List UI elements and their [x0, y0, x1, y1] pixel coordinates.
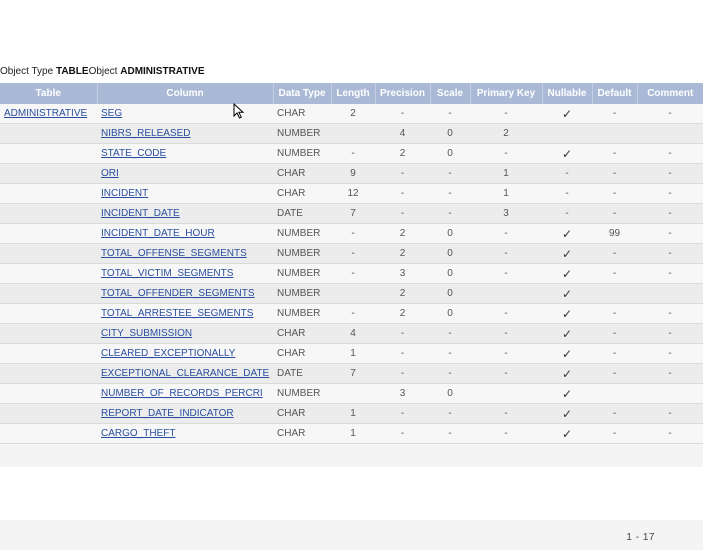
- cell-comment: -: [637, 364, 703, 384]
- cell-primary-key: 1: [470, 164, 542, 184]
- cell-precision: -: [375, 204, 430, 224]
- cell-default: -: [592, 244, 637, 264]
- cell-comment: [637, 124, 703, 144]
- cell-comment: -: [637, 324, 703, 344]
- cell-length: [331, 384, 375, 404]
- cell-comment: -: [637, 304, 703, 324]
- cell-column: [97, 304, 273, 324]
- table-name-link[interactable]: ADMINISTRATIVE: [4, 108, 88, 119]
- cell-nullable: -: [542, 164, 592, 184]
- checkmark-icon: ✓: [561, 286, 573, 301]
- cell-data-type: NUMBER: [273, 284, 331, 304]
- col-header-data-type[interactable]: Data Type: [273, 83, 331, 104]
- cell-table: [0, 164, 97, 184]
- cell-data-type: CHAR: [273, 324, 331, 344]
- cell-default: -: [592, 304, 637, 324]
- cell-column: [97, 264, 273, 284]
- checkmark-icon: ✓: [561, 226, 573, 241]
- cell-table: [0, 404, 97, 424]
- cell-length: [331, 284, 375, 304]
- column-name-link[interactable]: REPORT_DATE_INDICATOR: [101, 408, 234, 419]
- cell-scale: 0: [430, 264, 470, 284]
- cell-data-type: CHAR: [273, 344, 331, 364]
- cell-default: -: [592, 204, 637, 224]
- cell-comment: [637, 384, 703, 404]
- cell-data-type: CHAR: [273, 424, 331, 444]
- cell-nullable: [542, 404, 592, 424]
- cell-table: [0, 304, 97, 324]
- cell-table: [0, 324, 97, 344]
- cell-comment: -: [637, 404, 703, 424]
- cell-column: [97, 124, 273, 144]
- checkmark-icon: ✓: [561, 306, 573, 321]
- pagination-bar: [0, 520, 703, 550]
- cell-nullable: [542, 104, 592, 124]
- table-row: [0, 324, 703, 344]
- col-header-primary-key[interactable]: Primary Key: [470, 83, 542, 104]
- cell-nullable: -: [542, 204, 592, 224]
- cell-precision: 2: [375, 284, 430, 304]
- cell-default: -: [592, 264, 637, 284]
- cell-scale: -: [430, 344, 470, 364]
- cell-length: [331, 124, 375, 144]
- cell-length: -: [331, 224, 375, 244]
- cell-primary-key: -: [470, 144, 542, 164]
- column-name-link[interactable]: INCIDENT: [101, 188, 149, 199]
- table-row: [0, 284, 703, 304]
- object-label: Object: [88, 66, 118, 77]
- cell-table: [0, 344, 97, 364]
- cell-default: -: [592, 344, 637, 364]
- cell-column: [97, 364, 273, 384]
- checkmark-icon: ✓: [561, 346, 573, 361]
- cell-scale: 0: [430, 124, 470, 144]
- cell-column: [97, 224, 273, 244]
- cell-precision: -: [375, 324, 430, 344]
- cell-table: [0, 364, 97, 384]
- table-row: [0, 124, 703, 144]
- cell-scale: -: [430, 184, 470, 204]
- cell-column: [97, 404, 273, 424]
- columns-report-region: [0, 83, 703, 543]
- cell-table: [0, 424, 97, 444]
- cell-comment: -: [637, 184, 703, 204]
- cell-nullable: -: [542, 184, 592, 204]
- column-name-link[interactable]: TOTAL_ARRESTEE_SEGMENTS: [101, 308, 254, 319]
- column-name-link[interactable]: CLEARED_EXCEPTIONALLY: [101, 348, 236, 359]
- cell-scale: -: [430, 404, 470, 424]
- checkmark-icon: ✓: [561, 146, 573, 161]
- cell-primary-key: -: [470, 364, 542, 384]
- cell-precision: 3: [375, 264, 430, 284]
- cell-table: [0, 244, 97, 264]
- mouse-pointer-icon: [233, 103, 245, 119]
- cell-length: -: [331, 264, 375, 284]
- cell-comment: -: [637, 224, 703, 244]
- cell-default: [592, 124, 637, 144]
- cell-scale: 0: [430, 304, 470, 324]
- cell-default: -: [592, 184, 637, 204]
- cell-data-type: DATE: [273, 364, 331, 384]
- cell-nullable: [542, 224, 592, 244]
- table-row: [0, 224, 703, 244]
- table-row: [0, 344, 703, 364]
- cell-column: [97, 344, 273, 364]
- cell-default: -: [592, 104, 637, 124]
- cell-scale: -: [430, 324, 470, 344]
- cell-column: [97, 384, 273, 404]
- cell-data-type: NUMBER: [273, 244, 331, 264]
- cell-comment: -: [637, 204, 703, 224]
- cell-table: [0, 144, 97, 164]
- cell-precision: 2: [375, 244, 430, 264]
- cell-precision: 3: [375, 384, 430, 404]
- cell-scale: 0: [430, 224, 470, 244]
- cell-precision: -: [375, 104, 430, 124]
- cell-data-type: CHAR: [273, 404, 331, 424]
- cell-scale: -: [430, 424, 470, 444]
- cell-nullable: [542, 344, 592, 364]
- cell-comment: -: [637, 264, 703, 284]
- column-name-link[interactable]: CITY_SUBMISSION: [101, 328, 193, 339]
- cell-precision: 4: [375, 124, 430, 144]
- cell-table: [0, 184, 97, 204]
- cell-nullable: [542, 124, 592, 144]
- cell-comment: -: [637, 244, 703, 264]
- column-name-link[interactable]: EXCEPTIONAL_CLEARANCE_DATE: [101, 368, 270, 379]
- cell-default: -: [592, 164, 637, 184]
- col-header-nullable[interactable]: Nullable: [542, 83, 592, 104]
- cell-table: [0, 384, 97, 404]
- cell-column: [97, 204, 273, 224]
- column-name-link[interactable]: TOTAL_OFFENSE_SEGMENTS: [101, 248, 247, 259]
- table-row: [0, 264, 703, 284]
- cell-precision: -: [375, 404, 430, 424]
- cell-primary-key: 3: [470, 204, 542, 224]
- cell-primary-key: -: [470, 104, 542, 124]
- cell-scale: -: [430, 104, 470, 124]
- cell-precision: 2: [375, 144, 430, 164]
- cell-scale: 0: [430, 244, 470, 264]
- checkmark-icon: ✓: [561, 326, 573, 341]
- column-name-link[interactable]: TOTAL_VICTIM_SEGMENTS: [101, 268, 234, 279]
- col-header-table[interactable]: Table: [0, 83, 97, 104]
- cell-column: [97, 104, 273, 124]
- cell-primary-key: -: [470, 244, 542, 264]
- cell-length: 1: [331, 424, 375, 444]
- cell-length: 9: [331, 164, 375, 184]
- cell-length: -: [331, 244, 375, 264]
- table-row: [0, 424, 703, 444]
- cell-nullable: [542, 384, 592, 404]
- checkmark-icon: ✓: [561, 366, 573, 381]
- columns-table: [0, 83, 703, 444]
- cell-precision: 2: [375, 304, 430, 324]
- cell-column: [97, 164, 273, 184]
- cell-precision: -: [375, 184, 430, 204]
- cell-primary-key: [470, 284, 542, 304]
- cell-column: [97, 424, 273, 444]
- cell-comment: -: [637, 164, 703, 184]
- cell-length: -: [331, 304, 375, 324]
- cell-default: -: [592, 424, 637, 444]
- cell-comment: [637, 284, 703, 304]
- table-row: [0, 304, 703, 324]
- cell-table: [0, 284, 97, 304]
- cell-data-type: DATE: [273, 204, 331, 224]
- cell-precision: -: [375, 344, 430, 364]
- cell-table: [0, 264, 97, 284]
- cell-default: -: [592, 404, 637, 424]
- column-name-link[interactable]: NIBRS_RELEASED: [101, 128, 191, 139]
- object-name-value: ADMINISTRATIVE: [120, 66, 205, 77]
- cell-table: [0, 204, 97, 224]
- cell-data-type: NUMBER: [273, 384, 331, 404]
- table-row: [0, 144, 703, 164]
- cell-length: 12: [331, 184, 375, 204]
- cell-column: [97, 324, 273, 344]
- col-header-default[interactable]: Default: [592, 83, 637, 104]
- cell-nullable: [542, 144, 592, 164]
- cell-length: 7: [331, 204, 375, 224]
- cell-comment: -: [637, 144, 703, 164]
- cell-scale: -: [430, 364, 470, 384]
- cell-default: -: [592, 144, 637, 164]
- object-type-label: Object Type: [0, 66, 54, 77]
- column-name-link[interactable]: INCIDENT_DATE: [101, 208, 180, 219]
- table-header-row: [0, 83, 703, 104]
- cell-primary-key: -: [470, 404, 542, 424]
- cell-comment: -: [637, 424, 703, 444]
- column-name-link[interactable]: SEG: [101, 108, 123, 119]
- cell-comment: -: [637, 344, 703, 364]
- table-row: [0, 204, 703, 224]
- cell-column: [97, 284, 273, 304]
- object-type-value: TABLE: [55, 66, 89, 77]
- cell-table: [0, 224, 97, 244]
- table-row: [0, 404, 703, 424]
- checkmark-icon: ✓: [561, 106, 573, 121]
- cell-scale: 0: [430, 384, 470, 404]
- cell-comment: -: [637, 104, 703, 124]
- col-header-comment[interactable]: Comment: [637, 83, 703, 104]
- cell-precision: -: [375, 164, 430, 184]
- table-row: [0, 164, 703, 184]
- cell-length: 1: [331, 404, 375, 424]
- cell-default: [592, 384, 637, 404]
- cell-data-type: NUMBER: [273, 264, 331, 284]
- column-name-link[interactable]: TOTAL_OFFENDER_SEGMENTS: [101, 288, 255, 299]
- cell-length: 1: [331, 344, 375, 364]
- cell-default: -: [592, 364, 637, 384]
- column-name-link[interactable]: CARGO_THEFT: [101, 428, 176, 439]
- cell-nullable: [542, 244, 592, 264]
- table-row: [0, 384, 703, 404]
- cell-scale: -: [430, 204, 470, 224]
- cell-precision: -: [375, 364, 430, 384]
- cell-scale: 0: [430, 284, 470, 304]
- cell-nullable: [542, 264, 592, 284]
- column-name-link[interactable]: STATE_CODE: [101, 148, 167, 159]
- col-header-length[interactable]: Length: [331, 83, 375, 104]
- col-header-scale[interactable]: Scale: [430, 83, 470, 104]
- checkmark-icon: ✓: [561, 246, 573, 261]
- cell-primary-key: -: [470, 224, 542, 244]
- cell-table: [0, 124, 97, 144]
- table-row: [0, 104, 703, 124]
- cell-primary-key: -: [470, 304, 542, 324]
- table-row: [0, 244, 703, 264]
- cell-default: [592, 284, 637, 304]
- cell-nullable: [542, 364, 592, 384]
- cell-default: -: [592, 324, 637, 344]
- checkmark-icon: ✓: [561, 406, 573, 421]
- col-header-column[interactable]: Column: [97, 83, 273, 104]
- checkmark-icon: ✓: [561, 386, 573, 401]
- cell-primary-key: -: [470, 264, 542, 284]
- cell-data-type: CHAR: [273, 104, 331, 124]
- cell-scale: 0: [430, 144, 470, 164]
- cell-data-type: CHAR: [273, 164, 331, 184]
- cell-nullable: [542, 424, 592, 444]
- cell-data-type: NUMBER: [273, 144, 331, 164]
- pagination-range: 1 - 17: [626, 532, 655, 543]
- cell-primary-key: -: [470, 324, 542, 344]
- cell-data-type: CHAR: [273, 184, 331, 204]
- cell-data-type: NUMBER: [273, 124, 331, 144]
- cell-table: [0, 104, 97, 124]
- cell-nullable: [542, 284, 592, 304]
- cell-default: 99: [592, 224, 637, 244]
- cell-data-type: NUMBER: [273, 304, 331, 324]
- cell-primary-key: 1: [470, 184, 542, 204]
- cell-primary-key: [470, 384, 542, 404]
- checkmark-icon: ✓: [561, 266, 573, 281]
- cell-length: -: [331, 144, 375, 164]
- checkmark-icon: ✓: [561, 426, 573, 441]
- cell-length: 4: [331, 324, 375, 344]
- cell-data-type: NUMBER: [273, 224, 331, 244]
- cell-precision: -: [375, 424, 430, 444]
- cell-nullable: [542, 304, 592, 324]
- col-header-precision[interactable]: Precision: [375, 83, 430, 104]
- cell-nullable: [542, 324, 592, 344]
- cell-precision: 2: [375, 224, 430, 244]
- column-name-link[interactable]: ORI: [101, 168, 119, 179]
- cell-column: [97, 144, 273, 164]
- cell-primary-key: -: [470, 424, 542, 444]
- table-row: [0, 364, 703, 384]
- column-name-link[interactable]: INCIDENT_DATE_HOUR: [101, 228, 215, 239]
- cell-column: [97, 184, 273, 204]
- cell-length: 7: [331, 364, 375, 384]
- cell-column: [97, 244, 273, 264]
- cell-scale: -: [430, 164, 470, 184]
- object-info-line: [0, 66, 205, 77]
- column-name-link[interactable]: NUMBER_OF_RECORDS_PERCRI: [101, 388, 263, 399]
- cell-primary-key: -: [470, 344, 542, 364]
- cell-length: 2: [331, 104, 375, 124]
- table-row: [0, 184, 703, 204]
- cell-primary-key: 2: [470, 124, 542, 144]
